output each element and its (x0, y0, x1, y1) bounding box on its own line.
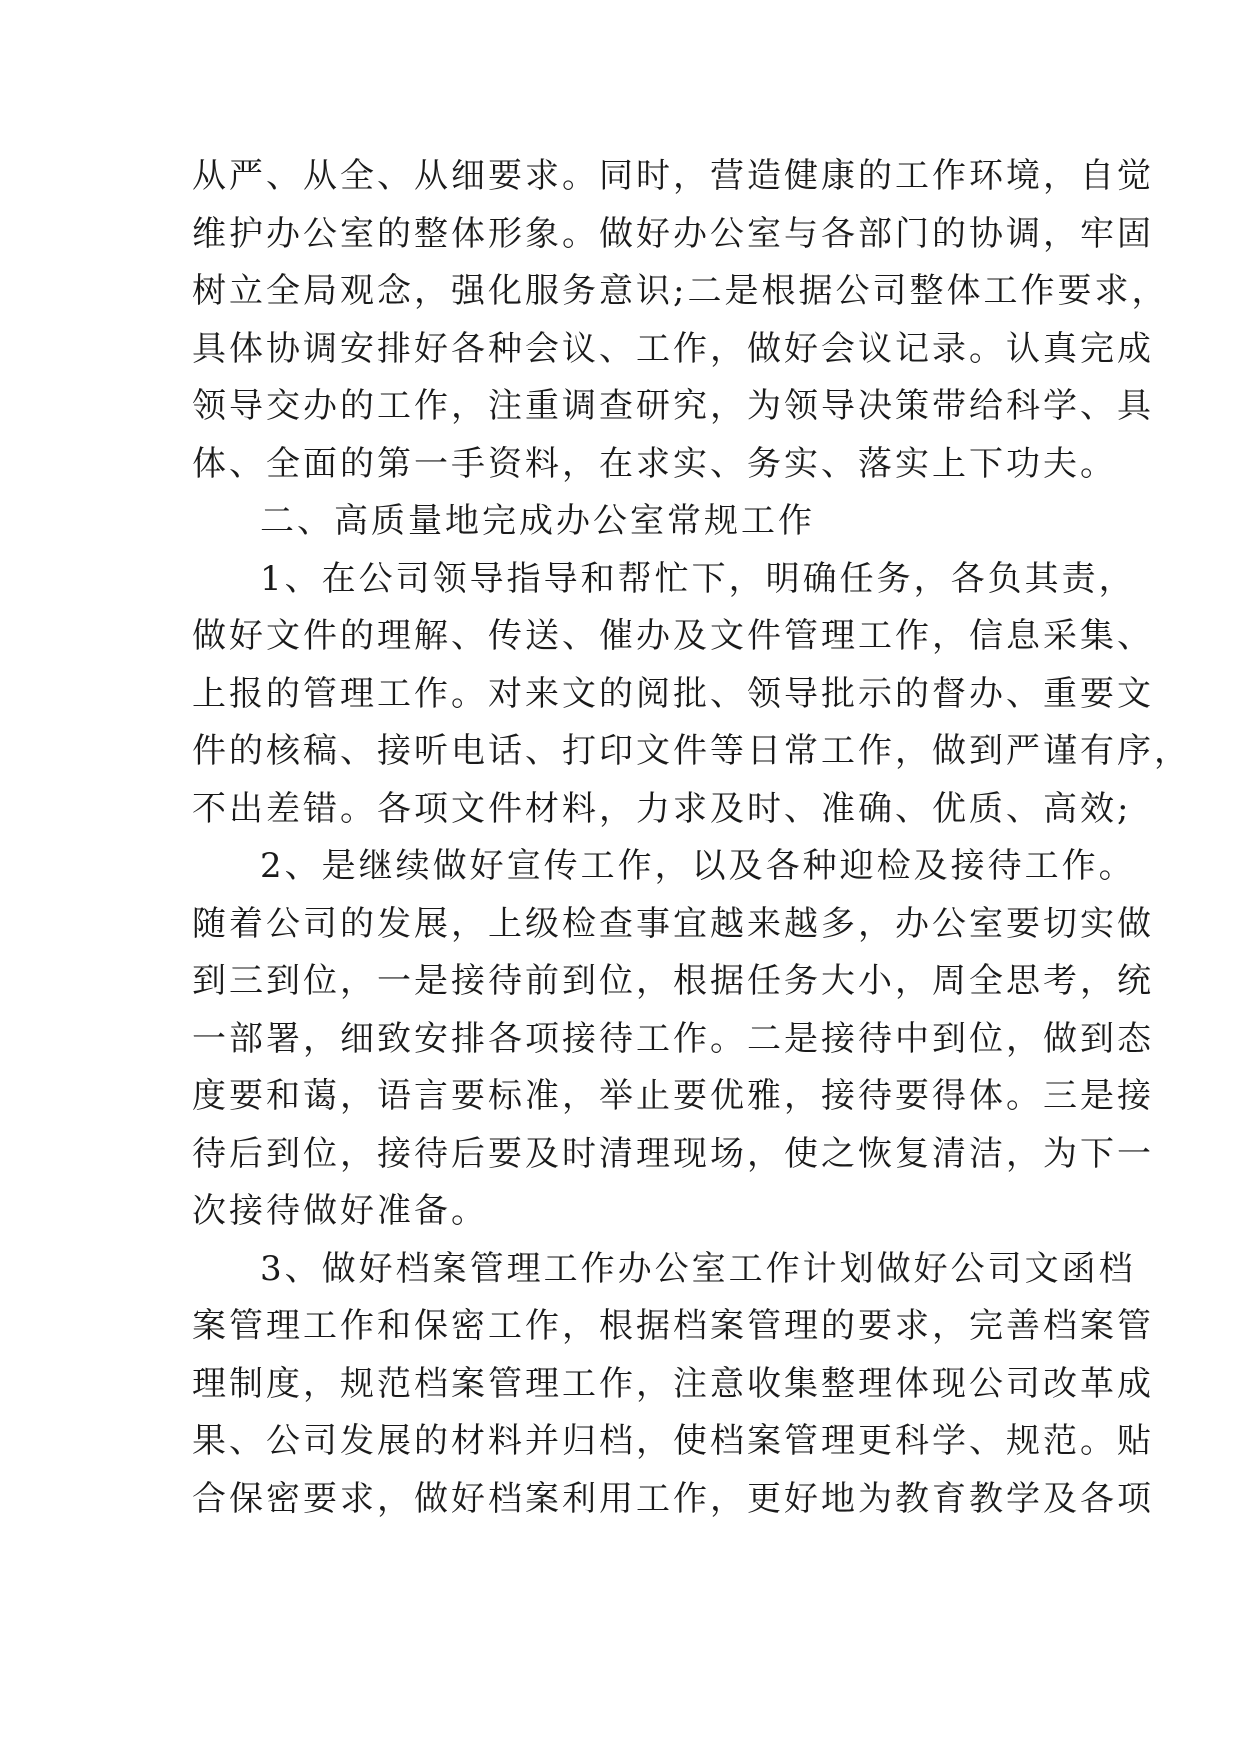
text-line: 上报的管理工作。对来文的阅批、领导批示的督办、重要文 (192, 673, 1154, 714)
text-line: 具体协调安排好各种会议、工作，做好会议记录。认真完成 (192, 328, 1154, 369)
text-line: 次接待做好准备。 (192, 1191, 488, 1231)
text-line: 做好文件的理解、传送、催办及文件管理工作，信息采集、 (192, 616, 1154, 656)
document-body (192, 148, 1191, 1528)
text-line: 领导交办的工作，注重调查研究，为领导决策带给科学、具 (192, 386, 1154, 426)
text-line: 不出差错。各项文件材料，力求及时、准确、优质、高效; (192, 788, 1132, 829)
text-line: 体、全面的第一手资料，在求实、务实、落实上下功夫。 (192, 443, 1117, 484)
text-line: 案管理工作和保密工作，根据档案管理的要求，完善档案管 (192, 1306, 1154, 1346)
text-line: 度要和蔼，语言要标准，举止要优雅，接待要得体。三是接 (192, 1076, 1154, 1116)
text-line: 果、公司发展的材料并归档，使档案管理更科学、规范。贴 (192, 1421, 1154, 1461)
text-line: 树立全局观念，强化服务意识;二是根据公司整体工作要求， (192, 271, 1169, 311)
text-line: 从严、从全、从细要求。同时，营造健康的工作环境，自觉 (192, 156, 1154, 196)
text-line: 待后到位，接待后要及时清理现场，使之恢复清洁，为下一 (192, 1133, 1154, 1174)
text-line: 理制度，规范档案管理工作，注意收集整理体现公司改革成 (192, 1363, 1154, 1404)
text-line: 3、做好档案管理工作办公室工作计划做好公司文函档 (260, 1248, 1136, 1289)
text-line: 件的核稿、接听电话、打印文件等日常工作，做到严谨有序， (192, 731, 1191, 771)
text-line: 二、高质量地完成办公室常规工作 (260, 501, 815, 541)
text-line: 一部署，细致安排各项接待工作。二是接待中到位，做到态 (192, 1018, 1154, 1059)
text-line: 随着公司的发展，上级检查事宜越来越多，办公室要切实做 (192, 903, 1154, 944)
text-line: 合保密要求，做好档案利用工作，更好地为教育教学及各项 (192, 1478, 1154, 1519)
text-line: 到三到位，一是接待前到位，根据任务大小，周全思考，统 (192, 961, 1154, 1001)
text-line: 1、在公司领导指导和帮忙下，明确任务，各负其责， (260, 558, 1136, 599)
text-line: 维护办公室的整体形象。做好办公室与各部门的协调，牢固 (192, 213, 1154, 254)
text-line: 2、是继续做好宣传工作，以及各种迎检及接待工作。 (260, 846, 1136, 886)
